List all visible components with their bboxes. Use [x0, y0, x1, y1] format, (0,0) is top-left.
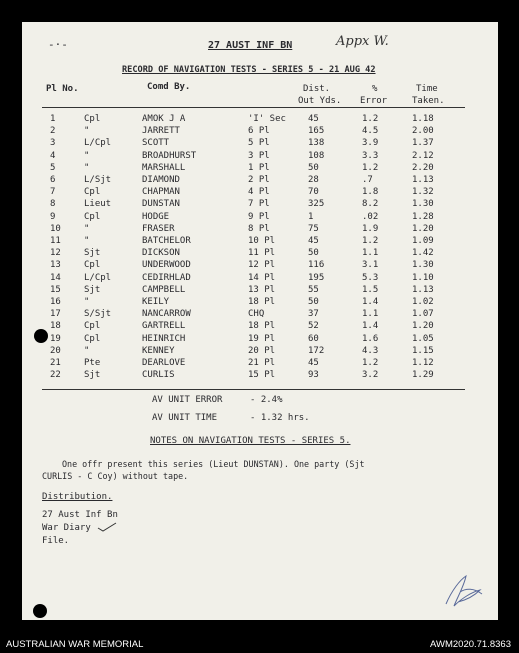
pencil-mark: -·- — [48, 38, 68, 51]
table-row — [22, 333, 498, 345]
cell-rank: Cpl — [84, 187, 101, 198]
appendix-annotation: Appx W. — [336, 34, 389, 49]
cell-time: 2.20 — [412, 162, 434, 173]
cell-error: 1.6 — [362, 333, 379, 344]
cell-platoon: 14 Pl — [248, 272, 276, 283]
cell-error: 1.2 — [362, 162, 379, 173]
table-row — [22, 272, 498, 284]
cell-platoon: 6 Pl — [248, 126, 270, 137]
cell-error: 1.8 — [362, 187, 379, 198]
col-header-pl-no: Pl No. — [46, 84, 79, 94]
cell-time: 1.07 — [412, 309, 434, 320]
notes-line-2: CURLIS - C Coy) without tape. — [42, 471, 189, 481]
cell-time: 2.00 — [412, 126, 434, 137]
cell-platoon: 18 Pl — [248, 297, 276, 307]
document-page — [22, 22, 498, 620]
av-time-value: - 1.32 hrs. — [250, 413, 310, 423]
distribution-item: 27 Aust Inf Bn — [42, 510, 118, 520]
table-row — [22, 247, 498, 259]
cell-pl-no: 11 — [50, 236, 61, 246]
cell-pl-no: 3 — [50, 138, 56, 149]
punch-hole — [34, 329, 48, 343]
cell-distance: 50 — [308, 248, 319, 259]
cell-rank: Cpl — [84, 321, 101, 332]
cell-distance: 50 — [308, 297, 319, 307]
distribution-item: File. — [42, 536, 70, 546]
cell-name: HEINRICH — [142, 333, 186, 344]
cell-name: DIAMOND — [142, 175, 180, 185]
cell-error: 3.1 — [362, 260, 379, 271]
cell-platoon: 15 Pl — [248, 370, 276, 381]
cell-rank: " — [84, 345, 90, 356]
cell-pl-no: 14 — [50, 272, 61, 283]
av-time-label: AV UNIT TIME — [152, 413, 218, 423]
cell-time: 1.05 — [412, 333, 434, 344]
cell-distance: 108 — [308, 150, 325, 161]
cell-time: 1.15 — [412, 345, 434, 356]
cell-pl-no: 19 — [50, 333, 61, 344]
table-row — [22, 211, 498, 223]
cell-platoon: 1 Pl — [248, 162, 270, 173]
cell-error: 4.3 — [362, 345, 379, 356]
cell-error: 1.4 — [362, 297, 379, 307]
cell-distance: 60 — [308, 333, 319, 344]
cell-rank: Sjt — [84, 284, 101, 295]
table-row — [22, 198, 498, 210]
cell-name: FRASER — [142, 223, 175, 234]
table-row — [22, 296, 498, 308]
cell-pl-no: 2 — [50, 126, 56, 137]
cell-platoon: 2 Pl — [248, 175, 270, 185]
cell-rank: Sjt — [84, 248, 101, 259]
table-row — [22, 162, 498, 174]
cell-error: 8.2 — [362, 199, 379, 210]
header-rule — [42, 107, 465, 108]
table-row — [22, 150, 498, 162]
cell-time: 1.32 — [412, 187, 434, 198]
table-row — [22, 308, 498, 320]
cell-name: CURLIS — [142, 370, 175, 381]
footer-source: AUSTRALIAN WAR MEMORIAL — [6, 639, 144, 650]
table-row — [22, 357, 498, 369]
cell-name: DUNSTAN — [142, 199, 180, 210]
cell-error: 1.2 — [362, 236, 379, 246]
cell-time: 1.20 — [412, 321, 434, 332]
cell-pl-no: 1 — [50, 114, 56, 124]
cell-name: MARSHALL — [142, 162, 186, 173]
cell-distance: 37 — [308, 309, 319, 320]
cell-name: GARTRELL — [142, 321, 186, 332]
cell-pl-no: 17 — [50, 309, 61, 320]
cell-time: 1.02 — [412, 297, 434, 307]
cell-platoon: 10 Pl — [248, 236, 276, 246]
col-header-dist: Dist. — [303, 84, 331, 94]
cell-distance: 116 — [308, 260, 325, 271]
distribution-item: War Diary — [42, 523, 91, 533]
cell-platoon: 11 Pl — [248, 248, 276, 259]
cell-time: 1.37 — [412, 138, 434, 149]
cell-error: 5.3 — [362, 272, 379, 283]
table-row — [22, 259, 498, 271]
cell-distance: 165 — [308, 126, 325, 137]
table-row — [22, 235, 498, 247]
punch-hole — [33, 604, 47, 618]
cell-platoon: 20 Pl — [248, 345, 276, 356]
table-row — [22, 186, 498, 198]
cell-name: NANCARROW — [142, 309, 191, 320]
cell-rank: Cpl — [84, 333, 101, 344]
cell-error: 1.1 — [362, 309, 379, 320]
cell-error: 1.1 — [362, 248, 379, 259]
distribution-heading: Distribution. — [42, 492, 113, 502]
av-error-label: AV UNIT ERROR — [152, 395, 223, 405]
cell-error: 1.2 — [362, 114, 379, 124]
cell-pl-no: 16 — [50, 297, 61, 307]
cell-platoon: 4 Pl — [248, 187, 270, 198]
cell-name: CAMPBELL — [142, 284, 186, 295]
cell-name: CEDIRHLAD — [142, 272, 191, 283]
col-header-time: Time — [416, 84, 438, 94]
cell-platoon: 3 Pl — [248, 150, 270, 161]
cell-distance: 45 — [308, 236, 319, 246]
cell-rank: Pte — [84, 358, 101, 368]
cell-platoon: 'I' Sec — [248, 114, 286, 124]
col-header-comd-by: Comd By. — [147, 82, 191, 92]
cell-error: 1.2 — [362, 358, 379, 368]
cell-distance: 1 — [308, 211, 314, 222]
notes-line-1: One offr present this series (Lieut DUNSTAN). One party (Sjt — [62, 459, 365, 469]
cell-rank: " — [84, 162, 90, 173]
cell-rank: L/Sjt — [84, 175, 112, 185]
cell-rank: " — [84, 297, 90, 307]
cell-pl-no: 5 — [50, 162, 56, 173]
cell-platoon: 5 Pl — [248, 138, 270, 149]
document-title: RECORD OF NAVIGATION TESTS - SERIES 5 - 21 AUG 42 — [122, 65, 376, 75]
cell-rank: " — [84, 126, 90, 137]
col-header-taken: Taken. — [412, 96, 445, 106]
cell-name: HODGE — [142, 211, 170, 222]
cell-rank: Cpl — [84, 260, 101, 271]
table-row — [22, 174, 498, 186]
cell-distance: 70 — [308, 187, 319, 198]
cell-rank: " — [84, 150, 90, 161]
cell-name: AMOK J A — [142, 114, 186, 124]
cell-rank: Sjt — [84, 370, 101, 381]
cell-name: UNDERWOOD — [142, 260, 191, 271]
cell-time: 1.13 — [412, 175, 434, 185]
cell-rank: L/Cpl — [84, 138, 112, 149]
cell-rank: " — [84, 223, 90, 234]
cell-distance: 93 — [308, 370, 319, 381]
cell-name: BATCHELOR — [142, 236, 191, 246]
cell-pl-no: 7 — [50, 187, 56, 198]
cell-time: 1.28 — [412, 211, 434, 222]
cell-platoon: 9 Pl — [248, 211, 270, 222]
cell-platoon: 13 Pl — [248, 284, 276, 295]
cell-distance: 50 — [308, 162, 319, 173]
cell-distance: 325 — [308, 199, 325, 210]
cell-name: SCOTT — [142, 138, 170, 149]
cell-error: .7 — [362, 175, 373, 185]
cell-error: 1.5 — [362, 284, 379, 295]
cell-distance: 75 — [308, 223, 319, 234]
cell-pl-no: 18 — [50, 321, 61, 332]
col-header-pct: % — [372, 84, 378, 94]
cell-time: 1.10 — [412, 272, 434, 283]
cell-name: DICKSON — [142, 248, 180, 259]
col-header-dist-sub: Out Yds. — [298, 96, 342, 106]
cell-name: DEARLOVE — [142, 358, 186, 368]
cell-rank: S/Sjt — [84, 309, 112, 320]
notes-heading: NOTES ON NAVIGATION TESTS - SERIES 5. — [150, 436, 351, 446]
cell-pl-no: 22 — [50, 370, 61, 381]
cell-time: 1.20 — [412, 223, 434, 234]
cell-pl-no: 9 — [50, 211, 56, 222]
cell-time: 1.30 — [412, 260, 434, 271]
tick-mark — [96, 521, 118, 533]
cell-name: KENNEY — [142, 345, 175, 356]
cell-error: 3.2 — [362, 370, 379, 381]
cell-platoon: 21 Pl — [248, 358, 276, 368]
cell-rank: Lieut — [84, 199, 112, 210]
table-row — [22, 113, 498, 125]
table-row — [22, 137, 498, 149]
unit-heading: 27 AUST INF BN — [208, 40, 293, 51]
cell-name: BROADHURST — [142, 150, 197, 161]
cell-error: 1.9 — [362, 223, 379, 234]
cell-rank: " — [84, 236, 90, 246]
cell-platoon: 19 Pl — [248, 333, 276, 344]
table-row — [22, 125, 498, 137]
cell-time: 1.12 — [412, 358, 434, 368]
cell-time: 1.42 — [412, 248, 434, 259]
cell-error: 3.9 — [362, 138, 379, 149]
cell-time: 1.13 — [412, 284, 434, 295]
cell-pl-no: 13 — [50, 260, 61, 271]
cell-name: KEILY — [142, 297, 170, 307]
table-row — [22, 369, 498, 381]
cell-time: 1.29 — [412, 370, 434, 381]
av-error-value: - 2.4% — [250, 395, 283, 405]
cell-time: 1.18 — [412, 114, 434, 124]
cell-error: .02 — [362, 211, 379, 222]
cell-distance: 172 — [308, 345, 325, 356]
cell-error: 3.3 — [362, 150, 379, 161]
cell-time: 1.30 — [412, 199, 434, 210]
cell-pl-no: 10 — [50, 223, 61, 234]
cell-pl-no: 8 — [50, 199, 56, 210]
table-row — [22, 320, 498, 332]
cell-platoon: CHQ — [248, 309, 265, 320]
cell-platoon: 12 Pl — [248, 260, 276, 271]
cell-pl-no: 20 — [50, 345, 61, 356]
cell-error: 1.4 — [362, 321, 379, 332]
cell-name: JARRETT — [142, 126, 180, 137]
cell-distance: 138 — [308, 138, 325, 149]
table-row — [22, 223, 498, 235]
cell-distance: 45 — [308, 358, 319, 368]
cell-time: 1.09 — [412, 236, 434, 246]
cell-name: CHAPMAN — [142, 187, 180, 198]
cell-pl-no: 21 — [50, 358, 61, 368]
col-header-error: Error — [360, 96, 388, 106]
cell-platoon: 18 Pl — [248, 321, 276, 332]
cell-pl-no: 12 — [50, 248, 61, 259]
table-bottom-rule — [42, 389, 465, 390]
cell-rank: Cpl — [84, 114, 101, 124]
cell-distance: 28 — [308, 175, 319, 185]
cell-error: 4.5 — [362, 126, 379, 137]
signature — [440, 570, 488, 612]
cell-distance: 195 — [308, 272, 325, 283]
cell-pl-no: 15 — [50, 284, 61, 295]
cell-distance: 45 — [308, 114, 319, 124]
cell-rank: L/Cpl — [84, 272, 112, 283]
cell-time: 2.12 — [412, 150, 434, 161]
cell-distance: 55 — [308, 284, 319, 295]
cell-rank: Cpl — [84, 211, 101, 222]
archive-footer — [0, 637, 519, 653]
cell-distance: 52 — [308, 321, 319, 332]
cell-pl-no: 6 — [50, 175, 56, 185]
table-row — [22, 345, 498, 357]
table-row — [22, 284, 498, 296]
cell-platoon: 8 Pl — [248, 223, 270, 234]
cell-platoon: 7 Pl — [248, 199, 270, 210]
cell-pl-no: 4 — [50, 150, 56, 161]
footer-catalog-id: AWM2020.71.8363 — [430, 639, 511, 650]
